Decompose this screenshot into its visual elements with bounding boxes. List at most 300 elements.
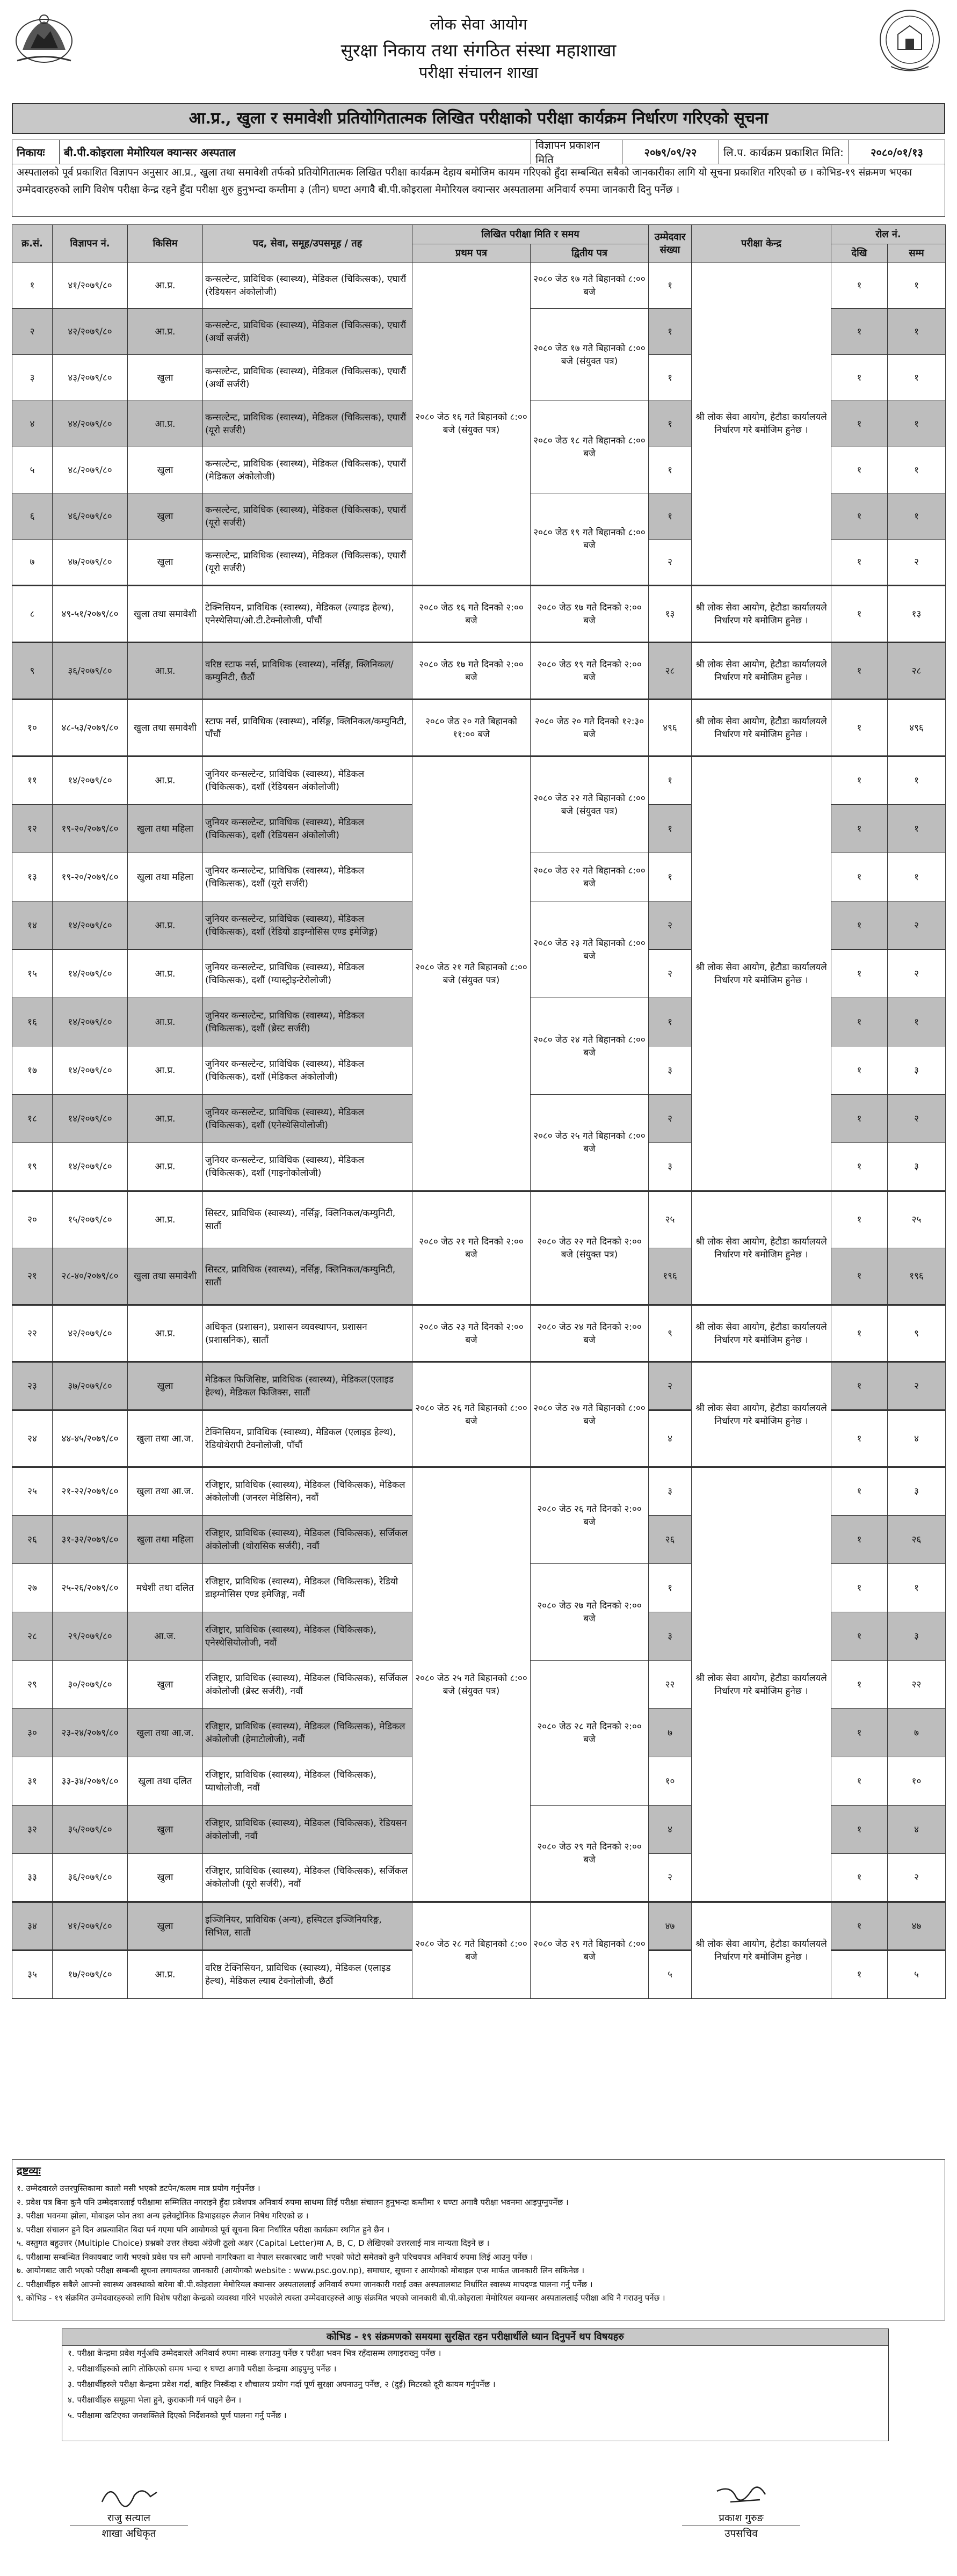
row-post: कन्सल्टेन्ट, प्राविधिक (स्वास्थ्य), मेडिकल (चिकित्सक), एघारौं (अर्थो सर्जरी) xyxy=(203,355,412,401)
row-roll-to: २ xyxy=(888,1095,946,1143)
row-center: श्री लोक सेवा आयोग, हेटौडा कार्यालयले निर्धारण गरे बमोजिम हुनेछ । xyxy=(692,643,831,700)
row-roll-from: १ xyxy=(831,1661,888,1709)
row-sn: ११ xyxy=(12,756,53,805)
row-type: खुला xyxy=(128,1661,203,1709)
row-roll-to: ४७ xyxy=(888,1902,946,1951)
header-section: परीक्षा संचालन शाखा xyxy=(418,63,539,82)
row-candidates: ५ xyxy=(649,1951,692,1999)
row-adv-no: ३७/२०७९/८० xyxy=(53,1362,128,1410)
notes-box xyxy=(12,2159,945,2320)
row-adv-no: १४/२०७९/८० xyxy=(53,998,128,1046)
row-roll-to: १ xyxy=(888,853,946,901)
row-sn: ३ xyxy=(12,355,53,401)
row-sn: १३ xyxy=(12,853,53,901)
row-adv-no: ४१/२०७९/८० xyxy=(53,1902,128,1951)
row-post: जुनियर कन्सल्टेन्ट, प्राविधिक (स्वास्थ्य), मेडिकल (चिकित्सक), दशौं (रेडियसन अंकोलोजी) xyxy=(203,756,412,805)
row-sn: ३४ xyxy=(12,1902,53,1951)
row-adv-no: १९-२०/२०७९/८० xyxy=(53,805,128,853)
row-post: रजिष्ट्रार, प्राविधिक (स्वास्थ्य), मेडिकल (चिकित्सक), रेडियसन अंकोलोजी, नवौं xyxy=(203,1806,412,1854)
row-paper1: २०८० जेठ २१ गते बिहानको ८:०० बजे (संयुक्त पत्र) xyxy=(412,756,531,1191)
row-roll-from: १ xyxy=(831,1305,888,1362)
row-paper1: २०८० जेठ २३ गते दिनको २:०० बजे xyxy=(412,1305,531,1362)
row-sn: ८ xyxy=(12,586,53,643)
row-center: श्री लोक सेवा आयोग, हेटौडा कार्यालयले निर्धारण गरे बमोजिम हुनेछ । xyxy=(692,1362,831,1467)
row-adv-no: १४/२०७९/८० xyxy=(53,756,128,805)
row-post: कन्सल्टेन्ट, प्राविधिक (स्वास्थ्य), मेडिकल (चिकित्सक), एघारौं (मेडिकल अंकोलोजी) xyxy=(203,447,412,493)
row-candidates: २ xyxy=(649,540,692,586)
row-sn: २५ xyxy=(12,1467,53,1516)
row-roll-from: १ xyxy=(831,1046,888,1095)
row-post: रजिष्ट्रार, प्राविधिक (स्वास्थ्य), मेडिकल (चिकित्सक), प्याथोलोजी, नवौं xyxy=(203,1757,412,1806)
row-roll-from: १ xyxy=(831,1709,888,1757)
note-item: ९. कोभिड - १९ संक्रमित उम्मेदवारहरुको लागि विशेष परीक्षा केन्द्रको व्यवस्था गरिने भएकोले त्यस्ता उम्मेदवारहरुले आफु संक्रमित भएको जानकारी बी.पी.कोइराला मेमोरियल क्यान्सर अस्पताललाई परीक्षा अघि नै गराउनु पर्नेछ । xyxy=(17,2293,665,2303)
row-type: खुला तथा आ.ज. xyxy=(128,1467,203,1516)
row-type: आ.प्र. xyxy=(128,401,203,447)
row-candidates: २ xyxy=(649,1095,692,1143)
row-paper2: २०८० जेठ १७ गते बिहानको ८:०० बजे xyxy=(531,263,649,309)
row-post: जुनियर कन्सल्टेन्ट, प्राविधिक (स्वास्थ्य), मेडिकल (चिकित्सक), दशौं (एनेस्थेसियोलोजी) xyxy=(203,1095,412,1143)
intro-paragraph: अस्पतालको पूर्व प्रकाशित विज्ञापन अनुसार आ.प्र., खुला तथा समावेशी तर्फको प्रतियोगितात्मक लिखित परीक्षा कार्यक्रम देहाय बमोजिम कायम गरिएको हुँदा सम्बन्धित सबैको जानकारीका लागि यो सूचना प्रकाशित गरिएको छ । कोभिड-१९ संक्रमण भएका उम्मेदवारहरुको लागि विशेष परीक्षा केन्द्र रहने हुँदा परीक्षा शुरु हुनुभन्दा कम्तीमा ३ (तीन) घण्टा अगावै बी.पी.कोइराला मेमोरियल क्यान्सर अस्पतालमा अनिवार्य रुपमा जानकारी दिनु पर्नेछ । xyxy=(12,163,945,217)
row-center: श्री लोक सेवा आयोग, हेटौडा कार्यालयले निर्धारण गरे बमोजिम हुनेछ । xyxy=(692,1305,831,1362)
row-paper2: २०८० जेठ २८ गते दिनको २:०० बजे xyxy=(531,1661,649,1806)
row-adv-no: ४४-४५/२०७९/८० xyxy=(53,1410,128,1467)
covid-title: कोभिड - १९ संक्रमणको समयमा सुरक्षित रहन परीक्षार्थीले ध्यान दिनुपर्ने थप विषयहरु xyxy=(62,2329,888,2346)
row-adv-no: ४२/२०७९/८० xyxy=(53,309,128,355)
row-roll-from: १ xyxy=(831,1143,888,1191)
row-candidates: १ xyxy=(649,756,692,805)
header-division: सुरक्षा निकाय तथा संगठित संस्था महाशाखा xyxy=(340,40,617,61)
header-center: परीक्षा केन्द्र xyxy=(692,225,831,263)
signature-right xyxy=(671,2480,811,2541)
row-roll-from: १ xyxy=(831,1951,888,1999)
header-sn: क्र.सं. xyxy=(12,225,53,263)
row-sn: २१ xyxy=(12,1248,53,1305)
note-item: २. प्रवेश पत्र बिना कुनै पनि उम्मेदवारलाई परीक्षामा सम्मिलित नगराइने हुँदा प्रवेशपत्र अनिवार्य रुपमा साथमा लिई परीक्षा संचालन हुनुभन्दा कम्तीमा १ घण्टा अगावै परीक्षा भवनमा आइपुग्नुपर्नेछ । xyxy=(17,2197,569,2207)
row-candidates: ३ xyxy=(649,1612,692,1661)
signature-right-mark xyxy=(709,2480,773,2510)
row-candidates: १ xyxy=(649,1564,692,1612)
row-post: जुनियर कन्सल्टेन्ट, प्राविधिक (स्वास्थ्य), मेडिकल (चिकित्सक), दशौं (रेडियसन अंकोलोजी) xyxy=(203,805,412,853)
row-roll-to: २ xyxy=(888,901,946,950)
row-roll-from: १ xyxy=(831,1854,888,1902)
row-adv-no: ४८-५३/२०७९/८० xyxy=(53,700,128,756)
row-adv-no: १४/२०७९/८० xyxy=(53,950,128,998)
row-candidates: १ xyxy=(649,309,692,355)
covid-box xyxy=(62,2328,889,2441)
row-roll-to: १ xyxy=(888,805,946,853)
row-roll-to: १ xyxy=(888,309,946,355)
row-candidates: १ xyxy=(649,355,692,401)
psc-logo-icon xyxy=(878,8,942,77)
row-sn: ७ xyxy=(12,540,53,586)
row-type: खुला तथा महिला xyxy=(128,1516,203,1564)
row-candidates: १ xyxy=(649,805,692,853)
row-center: श्री लोक सेवा आयोग, हेटौडा कार्यालयले निर्धारण गरे बमोजिम हुनेछ । xyxy=(692,1467,831,1902)
prog-date-value: २०८०/०१/१३ xyxy=(871,145,923,159)
row-paper2: २०८० जेठ २४ गते बिहानको ८:०० बजे xyxy=(531,998,649,1095)
row-adv-no: ३६/२०७९/८० xyxy=(53,643,128,700)
row-roll-to: ९ xyxy=(888,1305,946,1362)
row-paper2: २०८० जेठ २९ गते बिहानको ८:०० बजे xyxy=(531,1902,649,1999)
row-post: जुनियर कन्सल्टेन्ट, प्राविधिक (स्वास्थ्य), मेडिकल (चिकित्सक), दशौं (ग्यास्ट्रोइन्टेरोलोजी) xyxy=(203,950,412,998)
row-candidates: १ xyxy=(649,447,692,493)
row-paper1: २०८० जेठ १६ गते दिनको २:०० बजे xyxy=(412,586,531,643)
row-roll-from: १ xyxy=(831,700,888,756)
row-center: श्री लोक सेवा आयोग, हेटौडा कार्यालयले निर्धारण गरे बमोजिम हुनेछ । xyxy=(692,1191,831,1305)
header-roll: रोल नं. xyxy=(831,225,946,244)
row-type: खुला तथा समावेशी xyxy=(128,1248,203,1305)
table-body xyxy=(12,263,946,1999)
table-row xyxy=(12,756,946,805)
row-roll-from: १ xyxy=(831,756,888,805)
row-paper1: २०८० जेठ २५ गते बिहानको ८:०० बजे (संयुक्त पत्र) xyxy=(412,1467,531,1902)
table-row xyxy=(12,643,946,700)
row-type: खुला तथा आ.ज. xyxy=(128,1410,203,1467)
row-adv-no: २३-२४/२०७९/८० xyxy=(53,1709,128,1757)
table-row xyxy=(12,1362,946,1410)
row-adv-no: ४२/२०७९/८० xyxy=(53,1305,128,1362)
row-roll-from: १ xyxy=(831,1248,888,1305)
notice-title: आ.प्र., खुला र समावेशी प्रतियोगितात्मक लिखित परीक्षाको परीक्षा कार्यक्रम निर्धारण गरिएको सूचना xyxy=(12,103,945,134)
row-type: आ.प्र. xyxy=(128,998,203,1046)
row-roll-to: १३ xyxy=(888,586,946,643)
row-roll-to: २२ xyxy=(888,1661,946,1709)
page-header xyxy=(0,0,957,94)
row-post: टेक्निसियन, प्राविधिक (स्वास्थ्य), मेडिकल (एलाइड हेल्थ), रेडियोथेरापी टेक्नोलोजी, पाँचौं xyxy=(203,1410,412,1467)
row-adv-no: ३०/२०७९/८० xyxy=(53,1661,128,1709)
row-post: मेडिकल फिजिसिष्ट, प्राविधिक (स्वास्थ्य), मेडिकल(एलाइड हेल्थ), मेडिकल फिजिक्स, सातौं xyxy=(203,1362,412,1410)
note-item: १. उम्मेदवारले उत्तरपुस्तिकामा कालो मसी भएको डटपेन/कलम मात्र प्रयोग गर्नुपर्नेछ । xyxy=(17,2184,260,2193)
row-roll-from: १ xyxy=(831,1516,888,1564)
row-post: इञ्जिनियर, प्राविधिक (अन्य), हस्पिटल इञ्जिनियरिङ्ग, सिभिल, सातौं xyxy=(203,1902,412,1951)
table-row xyxy=(12,586,946,643)
row-post: रजिष्ट्रार, प्राविधिक (स्वास्थ्य), मेडिकल (चिकित्सक), मेडिकल अंकोलोजी (जनरल मेडिसिन), नवौं xyxy=(203,1467,412,1516)
row-type: आ.प्र. xyxy=(128,1095,203,1143)
row-type: आ.प्र. xyxy=(128,901,203,950)
row-roll-from: १ xyxy=(831,1806,888,1854)
row-type: आ.प्र. xyxy=(128,263,203,309)
row-roll-from: १ xyxy=(831,1095,888,1143)
row-type: खुला तथा महिला xyxy=(128,805,203,853)
row-sn: २२ xyxy=(12,1305,53,1362)
row-paper2: २०८० जेठ २९ गते दिनको २:०० बजे xyxy=(531,1806,649,1902)
row-roll-to: २ xyxy=(888,1362,946,1410)
row-candidates: ९ xyxy=(649,1305,692,1362)
row-roll-from: १ xyxy=(831,901,888,950)
row-paper2: २०८० जेठ २० गते दिनको १२:३० बजे xyxy=(531,700,649,756)
row-roll-from: १ xyxy=(831,643,888,700)
row-post: सिस्टर, प्राविधिक (स्वास्थ्य), नर्सिङ्ग, क्लिनिकल/कम्युनिटी, सातौं xyxy=(203,1248,412,1305)
header-roll-from: देखि xyxy=(831,244,888,263)
covid-item: १. परीक्षा केन्द्रमा प्रवेश गर्नुअघि उम्मेदवारले अनिवार्य रुपमा मास्क लगाउनु पर्नेछ र परीक्षा भवन भित्र रहँदासम्म लगाइराख्नु पर्नेछ । xyxy=(68,2348,441,2358)
row-candidates: १३ xyxy=(649,586,692,643)
row-paper1: २०८० जेठ २८ गते बिहानको ८:०० बजे xyxy=(412,1902,531,1999)
row-adv-no: २९/२०७९/८० xyxy=(53,1612,128,1661)
row-roll-to: २ xyxy=(888,950,946,998)
row-sn: १८ xyxy=(12,1095,53,1143)
covid-item: २. परीक्षार्थीहरुको लागि तोकिएको समय भन्दा १ घण्टा अगावै परीक्षा केन्द्रमा आइपुग्नु पर्नेछ । xyxy=(68,2364,337,2374)
row-candidates: २ xyxy=(649,901,692,950)
note-item: ३. परीक्षा भवनमा झोला, मोबाइल फोन तथा अन्य इलेक्ट्रोनिक डिभाइसहरु लैजान निषेध गरिएको छ । xyxy=(17,2211,309,2221)
notes-list xyxy=(17,2182,940,2305)
adv-date-label: विज्ञापन प्रकाशन मिति xyxy=(531,140,622,164)
header-roll-to: सम्म xyxy=(888,244,946,263)
row-roll-from: १ xyxy=(831,1362,888,1410)
row-post: रजिष्ट्रार, प्राविधिक (स्वास्थ्य), मेडिकल (चिकित्सक), सर्जिकल अंकोलोजी (ब्रेस्ट सर्जरी), नवौं xyxy=(203,1661,412,1709)
note-item: ५. वस्तुगत बहुउत्तर (Multiple Choice) प्रश्नको उत्तर लेख्दा अंग्रेजी ठूलो अक्षर (Capital Letter)मा A, B, C, D लेखिएको उत्तरलाई मात्र मान्यता दिइने छ । xyxy=(17,2238,490,2248)
table-row xyxy=(12,263,946,309)
prog-date-label: लि.प. कार्यक्रम प्रकाशित मिति: xyxy=(719,140,849,164)
row-roll-to: १ xyxy=(888,355,946,401)
org-value: बी.पी.कोइराला मेमोरियल क्यान्सर अस्पताल xyxy=(60,140,531,164)
row-candidates: १ xyxy=(649,998,692,1046)
row-post: रजिष्ट्रार, प्राविधिक (स्वास्थ्य), मेडिकल (चिकित्सक), सर्जिकल अंकोलोजी (यूरो सर्जरी), नवौं xyxy=(203,1854,412,1902)
row-roll-from: १ xyxy=(831,401,888,447)
row-sn: १० xyxy=(12,700,53,756)
row-sn: ३० xyxy=(12,1709,53,1757)
row-type: आ.प्र. xyxy=(128,950,203,998)
note-item: ६. परीक्षामा सम्बन्धित निकायबाट जारी भएको प्रवेश पत्र सगै आफ्नो नागरिकता वा नेपाल सरकारबाट जारी भएको फोटो समेतको कुनै परिचयपत्र अनिवार्य रुपमा लिई आउनु पर्नेछ । xyxy=(17,2252,533,2262)
meta-bar xyxy=(12,140,945,164)
row-roll-from: १ xyxy=(831,1757,888,1806)
row-center: श्री लोक सेवा आयोग, हेटौडा कार्यालयले निर्धारण गरे बमोजिम हुनेछ । xyxy=(692,756,831,1191)
exam-schedule-table xyxy=(12,224,946,1999)
row-paper1: २०८० जेठ १६ गते बिहानको ८:०० बजे (संयुक्त पत्र) xyxy=(412,263,531,586)
row-roll-from: १ xyxy=(831,540,888,586)
row-center: श्री लोक सेवा आयोग, हेटौडा कार्यालयले निर्धारण गरे बमोजिम हुनेछ । xyxy=(692,1902,831,1999)
row-adv-no: ४१/२०७९/८० xyxy=(53,263,128,309)
row-roll-from: १ xyxy=(831,1467,888,1516)
row-sn: १५ xyxy=(12,950,53,998)
row-roll-to: १ xyxy=(888,401,946,447)
row-type: खुला तथा समावेशी xyxy=(128,700,203,756)
row-sn: १ xyxy=(12,263,53,309)
covid-item: ४. परीक्षार्थीहरु समूहमा भेला हुने, कुराकानी गर्न पाइने छैन । xyxy=(68,2395,242,2405)
row-candidates: ४ xyxy=(649,1410,692,1467)
row-roll-from: १ xyxy=(831,586,888,643)
row-adv-no: १४/२०७९/८० xyxy=(53,901,128,950)
row-roll-from: १ xyxy=(831,1564,888,1612)
row-paper2: २०८० जेठ १८ गते बिहानको ८:०० बजे xyxy=(531,401,649,493)
row-paper2: २०८० जेठ १७ गते बिहानको ८:०० बजे (संयुक्त पत्र) xyxy=(531,309,649,401)
signature-left xyxy=(59,2480,199,2541)
signature-left-title: शाखा अधिकृत xyxy=(102,2528,156,2539)
row-candidates: १० xyxy=(649,1757,692,1806)
row-paper1: २०८० जेठ २१ गते दिनको २:०० बजे xyxy=(412,1191,531,1305)
row-post: जुनियर कन्सल्टेन्ट, प्राविधिक (स्वास्थ्य), मेडिकल (चिकित्सक), दशौं (यूरो सर्जरी) xyxy=(203,853,412,901)
row-roll-from: १ xyxy=(831,853,888,901)
row-type: खुला तथा महिला xyxy=(128,853,203,901)
row-adv-no: ३५/२०७९/८० xyxy=(53,1806,128,1854)
row-adv-no: ४४/२०७९/८० xyxy=(53,401,128,447)
row-paper2: २०८० जेठ १९ गते दिनको २:०० बजे xyxy=(531,643,649,700)
row-center: श्री लोक सेवा आयोग, हेटौडा कार्यालयले निर्धारण गरे बमोजिम हुनेछ । xyxy=(692,263,831,586)
row-sn: ३५ xyxy=(12,1951,53,1999)
row-paper2: २०८० जेठ २२ गते बिहानको ८:०० बजे xyxy=(531,853,649,901)
row-post: स्टाफ नर्स, प्राविधिक (स्वास्थ्य), नर्सिङ्ग, क्लिनिकल/कम्युनिटी, पाँचौं xyxy=(203,700,412,756)
row-type: आ.प्र. xyxy=(128,1191,203,1248)
row-adv-no: २८-४०/२०७९/८० xyxy=(53,1248,128,1305)
row-adv-no: १४/२०७९/८० xyxy=(53,1095,128,1143)
row-roll-from: १ xyxy=(831,447,888,493)
signature-left-mark xyxy=(97,2480,161,2510)
row-candidates: १ xyxy=(649,263,692,309)
note-item: ८. परीक्षार्थीहरु सबैले आफ्नो स्वास्थ्य अवस्थाको बारेमा बी.पी.कोइराला मेमोरियल क्यान्सर अस्पताललाई अनिवार्य रुपमा जानकारी गराई उक्त अस्पतालबाट निर्धारित स्वास्थ्य मापदण्ड पालना गर्नु पर्नेछ । xyxy=(17,2279,593,2289)
row-adv-no: ४७/२०७९/८० xyxy=(53,540,128,586)
row-post: रजिष्ट्रार, प्राविधिक (स्वास्थ्य), मेडिकल (चिकित्सक), मेडिकल अंकोलोजी (हेमाटोलोजी), नवौं xyxy=(203,1709,412,1757)
signature-left-name: राजु सत्याल xyxy=(107,2512,150,2524)
row-roll-from: १ xyxy=(831,1902,888,1951)
row-candidates: २६ xyxy=(649,1516,692,1564)
row-adv-no: १४/२०७९/८० xyxy=(53,1046,128,1095)
row-candidates: ३ xyxy=(649,1143,692,1191)
row-type: खुला तथा आ.ज. xyxy=(128,1709,203,1757)
row-adv-no: ३६/२०७९/८० xyxy=(53,1854,128,1902)
row-roll-from: १ xyxy=(831,1191,888,1248)
row-sn: २९ xyxy=(12,1661,53,1709)
row-roll-to: ३ xyxy=(888,1467,946,1516)
row-post: जुनियर कन्सल्टेन्ट, प्राविधिक (स्वास्थ्य), मेडिकल (चिकित्सक), दशौं (ब्रेस्ट सर्जरी) xyxy=(203,998,412,1046)
row-roll-to: १ xyxy=(888,263,946,309)
row-candidates: ७ xyxy=(649,1709,692,1757)
row-roll-from: १ xyxy=(831,998,888,1046)
row-roll-to: ३ xyxy=(888,1612,946,1661)
row-sn: २६ xyxy=(12,1516,53,1564)
org-label: निकायः xyxy=(12,140,60,164)
row-type: आ.प्र. xyxy=(128,1046,203,1095)
row-sn: ३३ xyxy=(12,1854,53,1902)
row-type: मधेशी तथा दलित xyxy=(128,1564,203,1612)
covid-list xyxy=(62,2346,888,2424)
row-sn: २८ xyxy=(12,1612,53,1661)
row-candidates: ३ xyxy=(649,1046,692,1095)
row-candidates: २८ xyxy=(649,643,692,700)
covid-item: ३. परीक्षार्थीहरुले परीक्षा केन्द्रमा प्रवेश गर्दा, बाहिर निस्कँदा र शौचालय प्रयोग गर्दा पूर्ण सुरक्षा अपनाउनु पर्नेछ, २ (दुई) मिटरको दूरी कायम गर्नुपर्नेछ । xyxy=(68,2379,496,2389)
row-adv-no: ४८/२०७९/८० xyxy=(53,447,128,493)
row-type: आ.प्र. xyxy=(128,756,203,805)
row-sn: ३१ xyxy=(12,1757,53,1806)
row-sn: २० xyxy=(12,1191,53,1248)
row-type: खुला तथा दलित xyxy=(128,1757,203,1806)
table-row xyxy=(12,1467,946,1516)
row-roll-from: १ xyxy=(831,309,888,355)
row-paper2: २०८० जेठ १९ गते बिहानको ८:०० बजे xyxy=(531,493,649,586)
covid-item: ५. परीक्षामा खटिएका जनशक्तिले दिएको निर्देशनको पूर्ण पालना गर्नु पर्नेछ । xyxy=(68,2411,287,2420)
row-candidates: १ xyxy=(649,493,692,540)
row-candidates: २२ xyxy=(649,1661,692,1709)
row-sn: १७ xyxy=(12,1046,53,1095)
row-adv-no: ३३-३४/२०७९/८० xyxy=(53,1757,128,1806)
row-paper2: २०८० जेठ २४ गते दिनको २:०० बजे xyxy=(531,1305,649,1362)
row-type: खुला xyxy=(128,493,203,540)
header-candidates: उम्मेदवार संख्या xyxy=(649,225,692,263)
row-type: आ.प्र. xyxy=(128,1951,203,1999)
row-roll-to: २ xyxy=(888,540,946,586)
header-paper2: द्वितीय पत्र xyxy=(531,244,649,263)
row-roll-to: ४ xyxy=(888,1806,946,1854)
row-type: आ.प्र. xyxy=(128,1305,203,1362)
row-type: खुला xyxy=(128,1902,203,1951)
row-roll-to: २६ xyxy=(888,1516,946,1564)
row-candidates: ४ xyxy=(649,1806,692,1854)
row-roll-to: १ xyxy=(888,756,946,805)
row-roll-to: १ xyxy=(888,998,946,1046)
row-roll-to: ४९६ xyxy=(888,700,946,756)
row-sn: २ xyxy=(12,309,53,355)
row-type: आ.प्र. xyxy=(128,643,203,700)
row-paper2: २०८० जेठ २७ गते बिहानको ८:०० बजे xyxy=(531,1362,649,1467)
row-roll-to: २८ xyxy=(888,643,946,700)
row-roll-to: २ xyxy=(888,1854,946,1902)
row-sn: २३ xyxy=(12,1362,53,1410)
row-adv-no: ३१-३२/२०७९/८० xyxy=(53,1516,128,1564)
row-post: कन्सल्टेन्ट, प्राविधिक (स्वास्थ्य), मेडिकल (चिकित्सक), एघारौं (यूरो सर्जरी) xyxy=(203,540,412,586)
row-paper1: २०८० जेठ २० गते बिहानको ११:०० बजे xyxy=(412,700,531,756)
row-sn: ९ xyxy=(12,643,53,700)
row-post: कन्सल्टेन्ट, प्राविधिक (स्वास्थ्य), मेडिकल (चिकित्सक), एघारौं (रेडियसन अंकोलोजी) xyxy=(203,263,412,309)
row-type: खुला xyxy=(128,1854,203,1902)
row-post: टेक्निसियन, प्राविधिक (स्वास्थ्य), मेडिकल (ल्याइड हेल्थ), एनेस्थेसिया/ओ.टी.टेक्नोलोजी, पाँचौं xyxy=(203,586,412,643)
row-paper2: २०८० जेठ १७ गते दिनको २:०० बजे xyxy=(531,586,649,643)
row-sn: २४ xyxy=(12,1410,53,1467)
row-adv-no: ४९-५१/२०७९/८० xyxy=(53,586,128,643)
row-adv-no: ४३/२०७९/८० xyxy=(53,355,128,401)
row-paper2: २०८० जेठ २२ गते बिहानको ८:०० बजे (संयुक्त पत्र) xyxy=(531,756,649,853)
table-row xyxy=(12,700,946,756)
table-row xyxy=(12,1191,946,1248)
row-roll-from: १ xyxy=(831,805,888,853)
row-adv-no: १९-२०/२०७९/८० xyxy=(53,853,128,901)
row-post: सिस्टर, प्राविधिक (स्वास्थ्य), नर्सिङ्ग, क्लिनिकल/कम्युनिटी, सातौं xyxy=(203,1191,412,1248)
row-roll-to: १ xyxy=(888,447,946,493)
row-roll-to: १९६ xyxy=(888,1248,946,1305)
row-sn: ३२ xyxy=(12,1806,53,1854)
row-type: खुला xyxy=(128,1362,203,1410)
row-roll-to: १ xyxy=(888,493,946,540)
row-center: श्री लोक सेवा आयोग, हेटौडा कार्यालयले निर्धारण गरे बमोजिम हुनेछ । xyxy=(692,700,831,756)
row-roll-to: २५ xyxy=(888,1191,946,1248)
row-roll-from: १ xyxy=(831,950,888,998)
row-paper1: २०८० जेठ २६ गते बिहानको ८:०० बजे xyxy=(412,1362,531,1467)
note-item: ४. परीक्षा संचालन हुने दिन अप्रत्याशित बिदा पर्न गएमा पनि आयोगको पूर्व सूचना बिना निर्धारित परीक्षा कार्यक्रम स्थगित हुने छैन । xyxy=(17,2224,390,2235)
row-type: खुला xyxy=(128,355,203,401)
row-paper2: २०८० जेठ २५ गते बिहानको ८:०० बजे xyxy=(531,1095,649,1191)
signature-right-name: प्रकाश गुरुङ xyxy=(719,2512,764,2524)
row-roll-to: ४ xyxy=(888,1410,946,1467)
row-paper1: २०८० जेठ १७ गते दिनको २:०० बजे xyxy=(412,643,531,700)
row-sn: ६ xyxy=(12,493,53,540)
row-type: खुला xyxy=(128,540,203,586)
row-type: खुला तथा समावेशी xyxy=(128,586,203,643)
header-post: पद, सेवा, समूह/उपसमूह / तह xyxy=(203,225,412,263)
row-post: रजिष्ट्रार, प्राविधिक (स्वास्थ्य), मेडिकल (चिकित्सक), सर्जिकल अंकोलोजी (थोरासिक सर्जरी), नवौं xyxy=(203,1516,412,1564)
row-type: खुला xyxy=(128,1806,203,1854)
row-post: कन्सल्टेन्ट, प्राविधिक (स्वास्थ्य), मेडिकल (चिकित्सक), एघारौं (अर्थो सर्जरी) xyxy=(203,309,412,355)
note-item: ७. आयोगबाट जारी भएको परीक्षा सम्बन्धी सूचना लगायतका जानकारी (आयोगको website : www.psc.gov.np), समाचार, सूचना र आयोगको मोबाइल एप्स मार्फत जानकारी लिन सकिनेछ । xyxy=(17,2266,585,2275)
row-type: आ.ज. xyxy=(128,1612,203,1661)
header-adv-no: विज्ञापन नं. xyxy=(53,225,128,263)
row-post: जुनियर कन्सल्टेन्ट, प्राविधिक (स्वास्थ्य), मेडिकल (चिकित्सक), दशौं (रेडियो डाइग्नोसिस एण्ड इमेजिङ्ग) xyxy=(203,901,412,950)
row-adv-no: ४६/२०७९/८० xyxy=(53,493,128,540)
row-roll-from: १ xyxy=(831,1410,888,1467)
row-candidates: ४७ xyxy=(649,1902,692,1951)
row-post: वरिष्ठ टेक्निसियन, प्राविधिक (स्वास्थ्य), मेडिकल (एलाइड हेल्थ), मेडिकल ल्याब टेक्नोलोजी, छैठौं xyxy=(203,1951,412,1999)
row-candidates: २ xyxy=(649,1362,692,1410)
row-post: कन्सल्टेन्ट, प्राविधिक (स्वास्थ्य), मेडिकल (चिकित्सक), एघारौं (यूरो सर्जरी) xyxy=(203,401,412,447)
row-candidates: ३ xyxy=(649,1467,692,1516)
row-paper2: २०८० जेठ २३ गते बिहानको ८:०० बजे xyxy=(531,901,649,998)
row-roll-to: ३ xyxy=(888,1143,946,1191)
